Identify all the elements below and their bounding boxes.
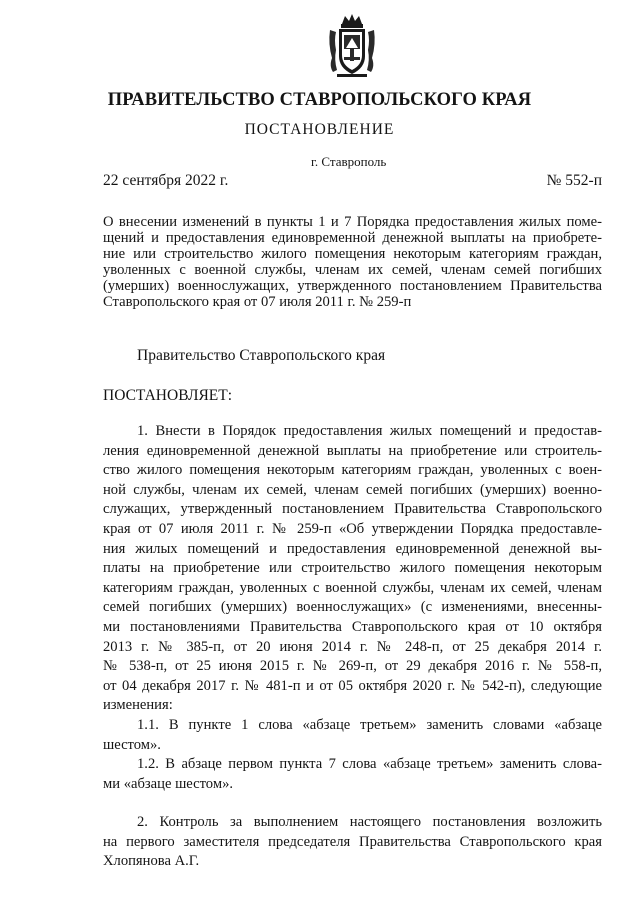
document-body [103,422,602,872]
subject-line: Ставропольского края от 07 июля 2011 г. № 259-п [103,294,412,310]
body-line: ления единовременной денежной выплаты на приобретение или строитель- [103,442,602,459]
document-date: 22 сентября 2022 г. [103,172,229,189]
body-line: от 04 декабря 2017 г. № 481-п и от 05 октября 2020 г. № 542-п), следующие [103,677,602,694]
body-line: служащих, утвержденный постановлением Правительства Ставропольского [103,501,602,518]
body-line: категориям граждан, уволенных с военной службы, членам их семей, членам [103,579,602,596]
body-line: 1.1. В пункте 1 слова «абзаце третьем» заменить словами «абзаце [137,716,602,733]
document-number: № 552-п [546,172,602,189]
subject-line: щений и предоставления единовременной денежной выплаты на приобрете- [103,230,602,246]
body-line: ной службы, членам их семей, членам семей погибших (умерших) военно- [103,481,602,498]
body-line: семей погибших (умерших) военнослужащих» (с изменениями, внесенны- [103,599,602,616]
body-line: 1.2. В абзаце первом пункта 7 слова «абзаце третьем» заменить слова- [137,756,602,773]
subject-line: (умерших) военнослужащих, утвержденного постановлением Правительства [103,278,602,294]
body-line: 2013 г. № 385-п, от 20 июня 2014 г. № 248-п, от 25 декабря 2014 г. [103,638,602,655]
subject-line: ние или строительство жилого помещения некоторым категориям граждан, [103,246,602,262]
body-line: ство жилого помещения некоторым категориям граждан, уволенных с воен- [103,462,602,479]
subject-line: О внесении изменений в пункты 1 и 7 Порядка предоставления жилых поме- [103,214,602,230]
coat-of-arms-icon [327,14,377,78]
body-line: ми постановлениями Правительства Ставропольского края от 10 октября [103,618,602,635]
body-line: № 538-п, от 25 июня 2015 г. № 269-п, от 29 декабря 2016 г. № 558-п, [103,658,602,675]
document-type: ПОСТАНОВЛЕНИЕ [244,121,395,138]
subject-line: уволенных с военной службы, членам их семей, членам семей погибших [103,262,602,278]
body-line: ми «абзаце шестом». [103,775,234,792]
body-line: 1. Внести в Порядок предоставления жилых помещений и предостав- [137,423,602,439]
city: г. Ставрополь [311,154,387,169]
body-line: Хлопянова А.Г. [103,853,200,870]
body-line: края от 07 июля 2011 г. № 259-п «Об утверждении Порядка предоставле- [103,520,602,537]
body-line: 2. Контроль за выполнением настоящего постановления возложить [137,814,602,831]
paragraph-gap [103,794,602,813]
body-line: шестом». [103,736,161,753]
document-subject [103,214,602,310]
body-line: изменения: [103,697,173,714]
organization-title: ПРАВИТЕЛЬСТВО СТАВРОПОЛЬСКОГО КРАЯ [107,90,532,110]
body-line: на первого заместителя председателя Правительства Ставропольского края [103,833,602,850]
government-name: Правительство Ставропольского края [137,347,386,364]
body-line: ния жилых помещений и предоставления единовременной денежной вы- [103,540,602,557]
body-line: платы на приобретение или строительство жилого помещения некоторым [103,560,602,577]
resolves-heading: ПОСТАНОВЛЯЕТ: [103,387,233,404]
